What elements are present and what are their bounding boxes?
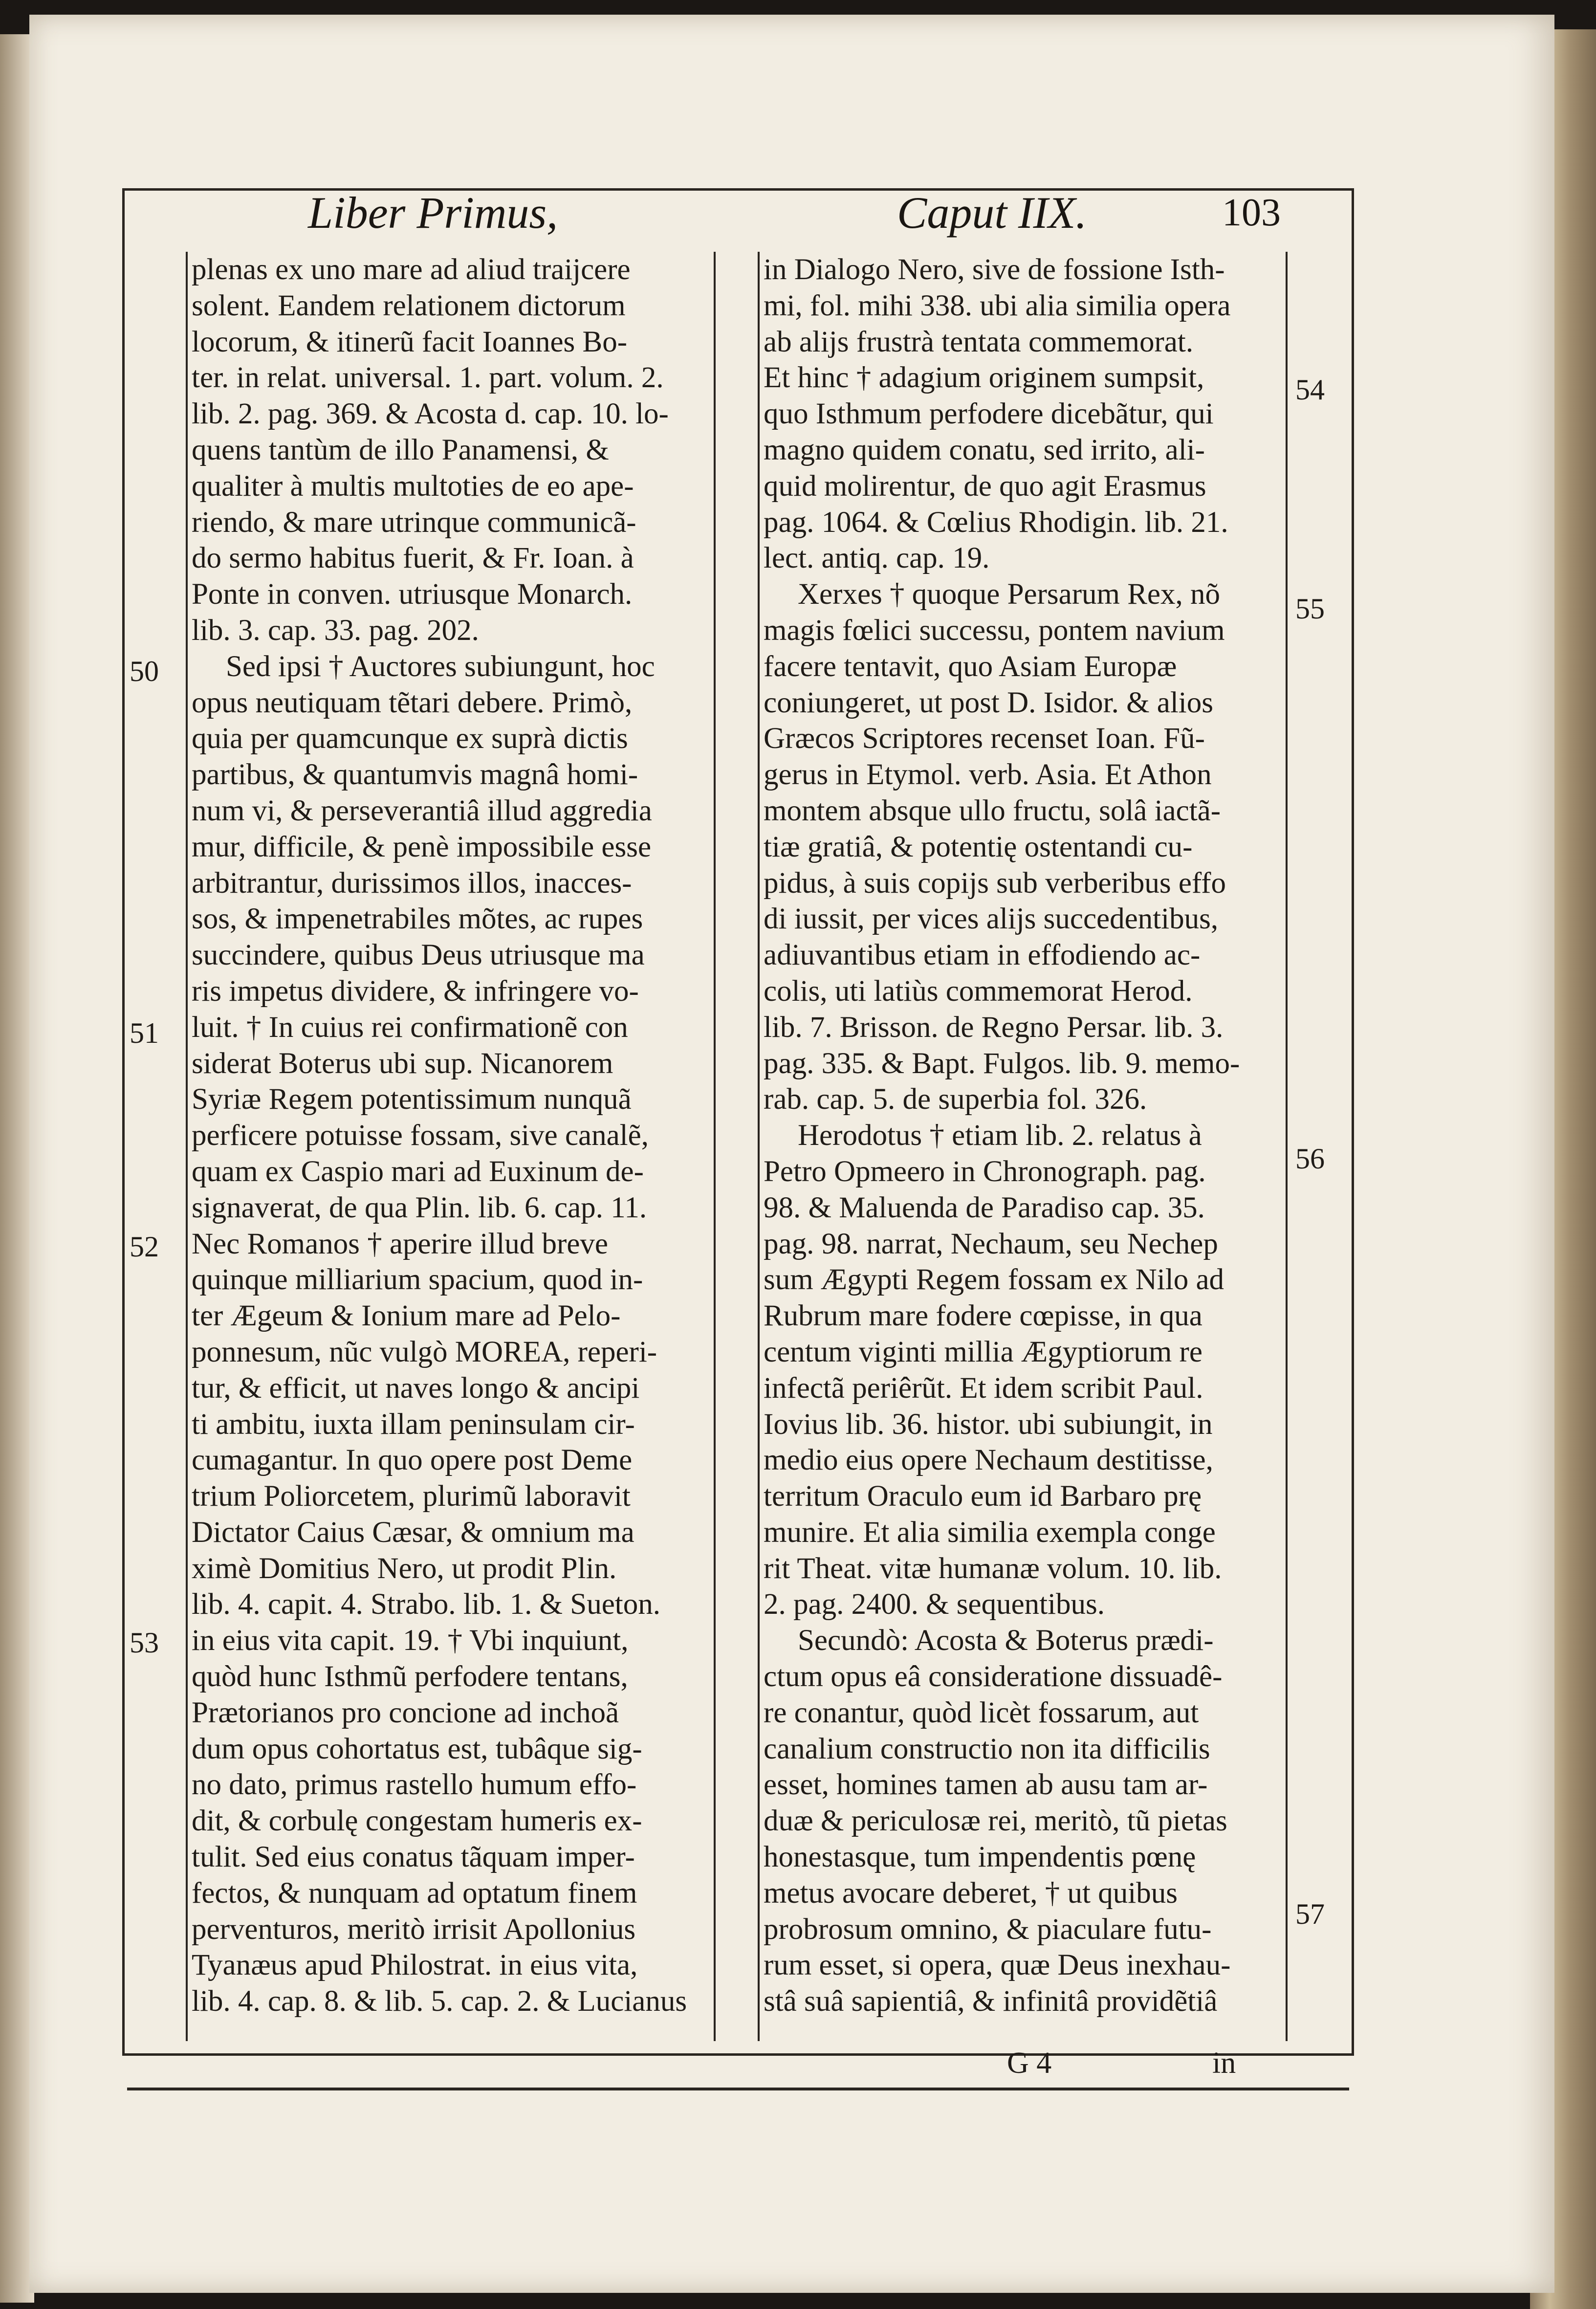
text-line: tur, & efficit, ut naves longo & ancipi [192, 1371, 640, 1405]
text-line: Græcos Scriptores recenset Ioan. Fũ- [764, 722, 1205, 755]
text-line: locorum, & itinerũ facit Ioannes Bo- [192, 325, 628, 358]
text-line: ti ambitu, iuxta illam peninsulam cir- [192, 1407, 635, 1441]
text-line: tiæ gratiâ, & potentię ostentandi cu- [764, 830, 1193, 863]
margin-number: 56 [1295, 1143, 1325, 1175]
text-line: in eius vita capit. 19. † Vbi inquiunt, [192, 1624, 629, 1657]
text-line: perventuros, meritò irrisit Apollonius [192, 1913, 636, 1946]
text-line: quam ex Caspio mari ad Euxinum de- [192, 1155, 644, 1188]
text-line: siderat Boterus ubi sup. Nicanorem [192, 1047, 613, 1080]
running-head-chapter: Caput IIX. [897, 188, 1087, 238]
text-line: magno quidem conatu, sed irrito, ali- [764, 433, 1205, 466]
text-line: stâ suâ sapientiâ, & infinitâ providẽtiâ [764, 1985, 1218, 2018]
text-line: opus neutiquam tẽtari debere. Primò, [192, 686, 633, 719]
text-line: qualiter à multis multoties de eo ape- [192, 469, 634, 503]
text-line: quens tantùm de illo Panamensi, & [192, 433, 609, 466]
text-line: quia per quamcunque ex suprà dictis [192, 722, 628, 755]
text-line: signaverat, de qua Plin. lib. 6. cap. 11. [192, 1191, 647, 1224]
text-line: Dictator Caius Cæsar, & omnium ma [192, 1516, 634, 1549]
left-column [186, 252, 716, 2041]
text-line: dit, & corbulę congestam humeris ex- [192, 1804, 642, 1838]
text-line: magis fœlici successu, pontem navium [764, 614, 1225, 647]
text-line: lib. 4. cap. 8. & lib. 5. cap. 2. & Lucianus [192, 1985, 687, 2018]
text-line: pag. 1064. & Cœlius Rhodigin. lib. 21. [764, 506, 1228, 539]
text-line: trium Poliorcetem, plurimũ laboravit [192, 1480, 631, 1513]
text-line: quinque milliarium spacium, quod in- [192, 1263, 643, 1297]
text-line: ter. in relat. universal. 1. part. volum. 2. [192, 361, 664, 395]
text-line: ter Ægeum & Ionium mare ad Pelo- [192, 1299, 621, 1333]
running-head-book: Liber Primus, [308, 188, 558, 238]
signature-mark: G 4 [1007, 2046, 1052, 2080]
text-line: arbitrantur, durissimos illos, inacces- [192, 866, 632, 900]
text-line: centum viginti millia Ægyptiorum re [764, 1335, 1202, 1368]
text-line: mi, fol. mihi 338. ubi alia similia opera [764, 289, 1231, 322]
text-line: Rubrum mare fodere cœpisse, in qua [764, 1299, 1202, 1333]
text-line: num vi, & perseverantiâ illud aggredia [192, 794, 652, 827]
text-line: quid molirentur, de quo agit Erasmus [764, 469, 1206, 503]
margin-number: 54 [1295, 374, 1325, 406]
text-line: succindere, quibus Deus utriusque ma [192, 939, 645, 972]
text-line: Tyanæus apud Philostrat. in eius vita, [192, 1949, 638, 1982]
text-line: adiuvantibus etiam in effodiendo ac- [764, 939, 1201, 972]
text-line: duæ & periculosæ rei, meritò, tũ pietas [764, 1804, 1227, 1838]
text-line: ctum opus eâ consideratione dissuadê- [764, 1660, 1223, 1693]
text-line: montem absque ullo fructu, solâ iactã- [764, 794, 1221, 827]
text-line: Petro Opmeero in Chronograph. pag. [764, 1155, 1206, 1188]
text-line: re conantur, quòd licèt fossarum, aut [764, 1696, 1199, 1729]
text-line: ris impetus dividere, & infringere vo- [192, 974, 639, 1008]
text-line: lib. 7. Brisson. de Regno Persar. lib. 3. [764, 1011, 1224, 1044]
text-line: infectã periêrũt. Et idem scribit Paul. [764, 1371, 1203, 1405]
text-line: cumagantur. In quo opere post Deme [192, 1444, 633, 1477]
footer-rule [127, 2088, 1349, 2090]
text-line: Prætorianos pro concione ad inchoã [192, 1696, 619, 1729]
text-line: di iussit, per vices alijs succedentibus, [764, 902, 1219, 936]
text-line: Secundò: Acosta & Boterus prædi- [798, 1624, 1214, 1657]
text-line: gerus in Etymol. verb. Asia. Et Athon [764, 758, 1212, 792]
text-line: colis, uti latiùs commemorat Herod. [764, 974, 1193, 1008]
text-line: Nec Romanos † aperire illud breve [192, 1227, 609, 1260]
text-line: sum Ægypti Regem fossam ex Nilo ad [764, 1263, 1224, 1297]
text-line: solent. Eandem relationem dictorum [192, 289, 626, 322]
text-line: quo Isthmum perfodere dicebãtur, qui [764, 397, 1214, 431]
text-line: rum esset, si opera, quæ Deus inexhau- [764, 1949, 1231, 1982]
text-line: plenas ex uno mare ad aliud traijcere [192, 253, 631, 286]
text-line: esset, homines tamen ab ausu tam ar- [764, 1768, 1208, 1802]
text-line: do sermo habitus fuerit, & Fr. Ioan. à [192, 542, 634, 575]
text-line: facere tentavit, quo Asiam Europæ [764, 650, 1177, 683]
text-line: luit. † In cuius rei confirmationẽ con [192, 1011, 628, 1044]
margin-number: 55 [1295, 593, 1325, 625]
text-line: ponnesum, nũc vulgò MOREA, reperi- [192, 1335, 657, 1368]
text-line: lib. 3. cap. 33. pag. 202. [192, 614, 479, 647]
text-line: fectos, & nunquam ad optatum finem [192, 1876, 637, 1910]
text-line: pag. 98. narrat, Nechaum, seu Nechep [764, 1227, 1218, 1260]
text-line: 98. & Maluenda de Paradiso cap. 35. [764, 1191, 1205, 1224]
text-line: metus avocare deberet, † ut quibus [764, 1876, 1178, 1910]
margin-number: 57 [1295, 1898, 1325, 1930]
text-line: quòd hunc Isthmũ perfodere tentans, [192, 1660, 628, 1693]
text-line: Et hinc † adagium originem sumpsit, [764, 361, 1204, 395]
text-line: Syriæ Regem potentissimum nunquã [192, 1083, 632, 1116]
text-line: in Dialogo Nero, sive de fossione Isth- [764, 253, 1225, 286]
text-line: rab. cap. 5. de superbia fol. 326. [764, 1083, 1147, 1116]
text-line: pidus, à suis copijs sub verberibus effo [764, 866, 1226, 900]
text-line: rit Theat. vitæ humanæ volum. 10. lib. [764, 1552, 1222, 1585]
text-line: Herodotus † etiam lib. 2. relatus à [798, 1119, 1202, 1152]
text-line: lib. 2. pag. 369. & Acosta d. cap. 10. lo- [192, 397, 669, 431]
text-line: partibus, & quantumvis magnâ homi- [192, 758, 638, 792]
text-line: munire. Et alia similia exempla conge [764, 1516, 1216, 1549]
text-line: tulit. Sed eius conatus tãquam imper- [192, 1841, 635, 1874]
text-line: 2. pag. 2400. & sequentibus. [764, 1588, 1105, 1621]
text-line: canalium constructio non ita difficilis [764, 1732, 1210, 1765]
text-line: Ponte in conven. utriusque Monarch. [192, 578, 633, 611]
text-line: ximè Domitius Nero, ut prodit Plin. [192, 1552, 617, 1585]
text-line: no dato, primus rastello humum effo- [192, 1768, 637, 1802]
text-line: riendo, & mare utrinque communicã- [192, 506, 636, 539]
text-line: medio eius opere Nechaum destitisse, [764, 1444, 1213, 1477]
catchword: in [1212, 2046, 1236, 2080]
margin-number: 50 [130, 655, 159, 687]
text-line: honestasque, tum impendentis pœnę [764, 1841, 1196, 1874]
text-line: lib. 4. capit. 4. Strabo. lib. 1. & Sueton. [192, 1588, 660, 1621]
margin-number: 52 [130, 1231, 159, 1263]
text-line: probrosum omnino, & piaculare futu- [764, 1913, 1212, 1946]
text-line: lect. antiq. cap. 19. [764, 542, 990, 575]
text-line: Xerxes † quoque Persarum Rex, nõ [798, 578, 1220, 611]
text-line: dum opus cohortatus est, tubâque sig- [192, 1732, 642, 1765]
page-number: 103 [1222, 191, 1281, 234]
text-line: sos, & impenetrabiles mõtes, ac rupes [192, 902, 643, 936]
text-line: territum Oraculo eum id Barbaro prę [764, 1480, 1202, 1513]
text-line: perficere potuisse fossam, sive canalẽ, [192, 1119, 649, 1152]
margin-number: 53 [130, 1627, 159, 1659]
text-line: pag. 335. & Bapt. Fulgos. lib. 9. memo- [764, 1047, 1240, 1080]
right-column [758, 252, 1288, 2041]
text-line: Sed ipsi † Auctores subiungunt, hoc [226, 650, 655, 683]
text-line: mur, difficile, & penè impossibile esse [192, 830, 652, 863]
margin-number: 51 [130, 1017, 159, 1049]
text-line: ab alijs frustrà tentata commemorat. [764, 325, 1194, 358]
text-line: coniungeret, ut post D. Isidor. & alios [764, 686, 1213, 719]
text-line: Iovius lib. 36. histor. ubi subiungit, in [764, 1407, 1213, 1441]
